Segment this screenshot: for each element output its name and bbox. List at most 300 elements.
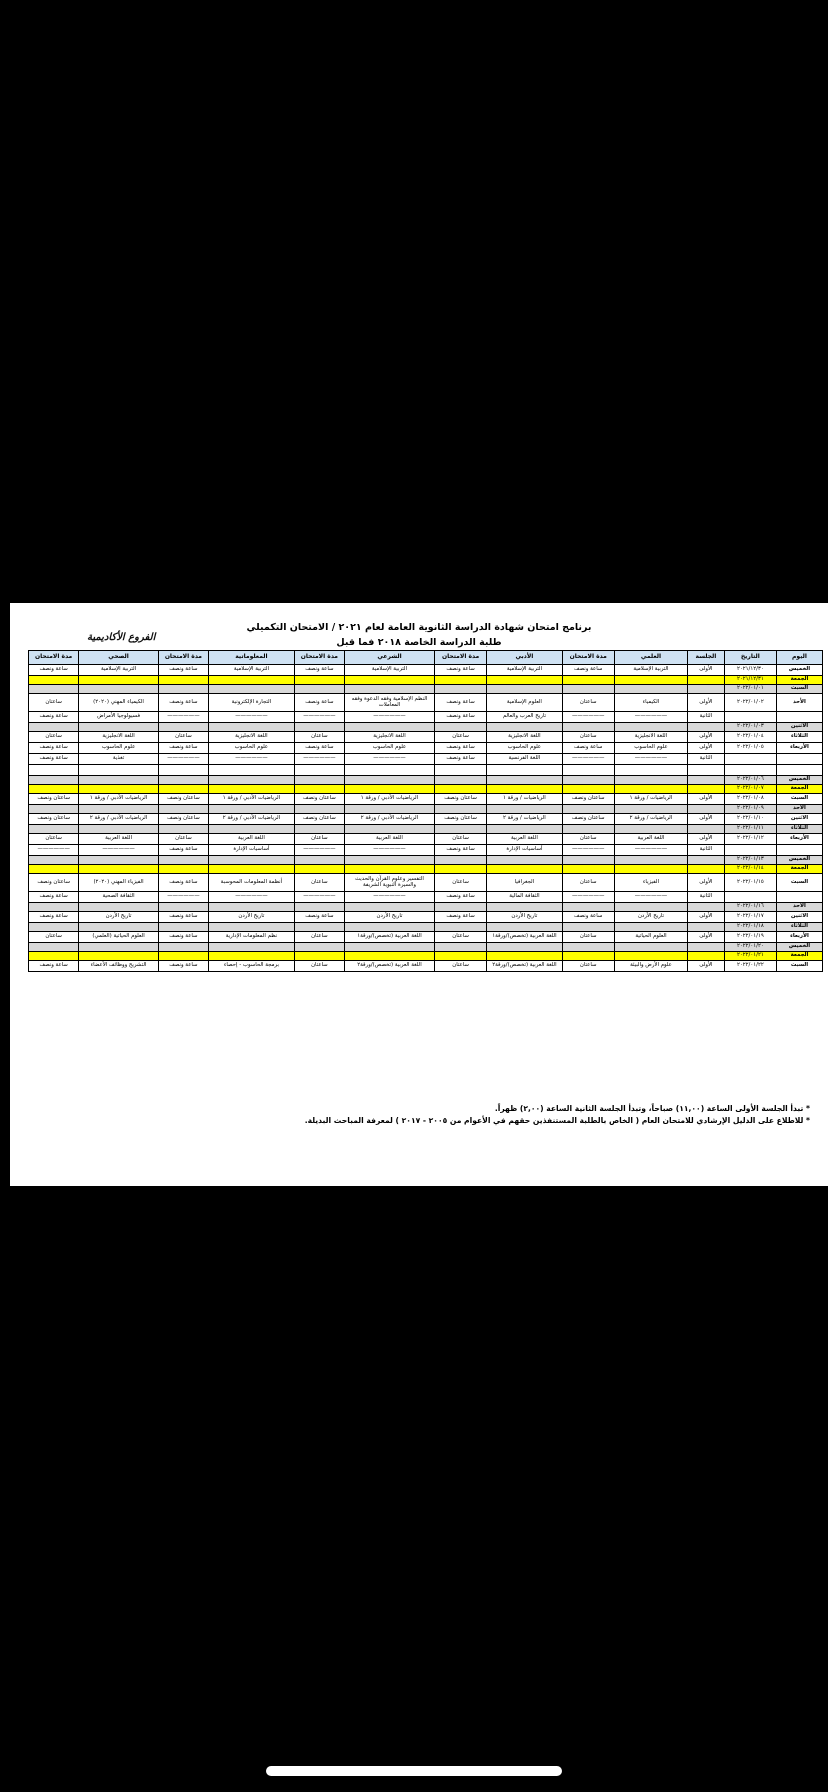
table-cell: اللغة العربية [79,834,159,845]
day-cell: الأحد [776,903,822,912]
table-cell: ساعة ونصف [294,912,344,923]
table-cell [209,825,295,834]
table-cell [158,776,208,785]
table-cell: ساعة ونصف [562,743,614,754]
table-cell [209,865,295,874]
table-cell [434,785,486,794]
table-cell: الثانية [688,892,725,903]
table-cell [688,805,725,814]
day-cell: السبت [776,874,822,892]
table-row [29,932,823,943]
table-cell: —————— [614,845,687,856]
column-header: المعلوماتية [209,651,295,665]
table-row [29,923,823,932]
table-cell: ساعتان [29,732,79,743]
table-cell: ساعة ونصف [158,845,208,856]
table-cell [294,903,344,912]
table-cell: ساعتان ونصف [434,794,486,805]
table-cell [79,865,159,874]
column-header: العلمي [614,651,687,665]
table-cell [688,785,725,794]
table-cell: —————— [562,712,614,723]
table-cell: ساعتان [562,932,614,943]
table-cell [209,952,295,961]
table-cell: ساعتان [158,834,208,845]
table-cell [209,923,295,932]
table-cell: التربية الإسلامية [209,665,295,676]
table-cell: ساعتان [562,694,614,712]
table-cell [434,765,486,776]
table-cell: فسيولوجيا الأمراض [79,712,159,723]
table-cell [434,952,486,961]
table-row [29,723,823,732]
column-header: مدة الامتحان [434,651,486,665]
table-cell: ساعة ونصف [29,712,79,723]
date-cell: ٢٠٢٢/٠١/٠٩ [724,805,776,814]
table-cell [209,723,295,732]
table-cell [29,825,79,834]
table-cell [345,952,435,961]
table-cell: الأولى [688,665,725,676]
table-cell: اللغة العربية (تخصص)/ورقة١ [487,932,562,943]
table-cell [434,856,486,865]
table-cell: العلوم الحياتية (العلمي) [79,932,159,943]
day-cell: الأربعاء [776,743,822,754]
table-cell [562,903,614,912]
table-cell: اللغة العربية [614,834,687,845]
table-cell [688,943,725,952]
table-cell: الفيزياء المهني (٢٠٢٠) [79,874,159,892]
table-cell [614,943,687,952]
table-cell: —————— [614,712,687,723]
day-cell: الاثنين [776,814,822,825]
table-cell [79,785,159,794]
table-cell: —————— [345,845,435,856]
table-cell: الأولى [688,743,725,754]
day-cell: الخميس [776,665,822,676]
date-cell: ٢٠٢٢/٠١/١١ [724,825,776,834]
table-cell: —————— [345,712,435,723]
date-cell [724,892,776,903]
table-row [29,794,823,805]
date-cell [724,765,776,776]
table-cell: الرياضيات الأدبي / ورقة ١ [79,794,159,805]
date-cell [724,712,776,723]
table-cell [487,952,562,961]
date-cell: ٢٠٢٢/٠١/١٧ [724,912,776,923]
table-cell [209,685,295,694]
table-row [29,912,823,923]
table-cell [614,723,687,732]
table-row [29,903,823,912]
table-cell: اللغة الفرنسية [487,754,562,765]
table-cell: التشريح ووظائف الأعضاء [79,961,159,972]
table-cell: ساعة ونصف [434,754,486,765]
table-cell [434,805,486,814]
table-cell [29,676,79,685]
day-cell: الجمعة [776,676,822,685]
table-cell: ساعة ونصف [434,694,486,712]
column-header: اليوم [776,651,822,665]
table-cell [688,865,725,874]
table-cell [294,805,344,814]
date-cell: ٢٠٢١/١٢/٣١ [724,676,776,685]
table-cell: الأولى [688,874,725,892]
table-cell: الأولى [688,732,725,743]
day-cell: الاثنين [776,723,822,732]
table-cell: ساعتان [434,834,486,845]
table-row [29,892,823,903]
table-cell: ساعتان ونصف [158,814,208,825]
date-cell: ٢٠٢٢/٠١/٠٤ [724,732,776,743]
table-cell [562,785,614,794]
table-cell [158,685,208,694]
table-row [29,712,823,723]
table-cell [29,723,79,732]
table-row [29,805,823,814]
table-cell: —————— [294,754,344,765]
table-cell [345,765,435,776]
day-cell: الاثنين [776,912,822,923]
table-cell [29,785,79,794]
date-cell: ٢٠٢٢/٠١/٠٨ [724,794,776,805]
date-cell: ٢٠٢٢/٠١/١٢ [724,834,776,845]
table-cell: ساعة ونصف [294,665,344,676]
table-cell [294,952,344,961]
table-cell [688,685,725,694]
table-cell: ساعة ونصف [562,665,614,676]
table-cell [614,923,687,932]
table-cell [158,923,208,932]
table-row [29,874,823,892]
table-cell [562,685,614,694]
date-cell: ٢٠٢٢/٠١/١٣ [724,856,776,865]
table-row [29,665,823,676]
table-row [29,845,823,856]
table-cell: اللغة العربية (تخصص)/ورقة٢ [345,961,435,972]
table-cell: ساعة ونصف [158,743,208,754]
table-cell: العلوم الحياتية [614,932,687,943]
table-cell: علوم الحاسوب [614,743,687,754]
table-cell: الرياضيات الأدبي / ورقة ١ [209,794,295,805]
table-cell: النظم الإسلامية وفقه الدعوة وفقه المعاملات [345,694,435,712]
table-cell [562,765,614,776]
day-cell: الأحد [776,694,822,712]
table-cell [614,903,687,912]
table-cell: الأولى [688,961,725,972]
table-cell: ساعة ونصف [158,961,208,972]
table-cell [562,805,614,814]
table-cell [434,825,486,834]
table-cell: نظم المعلومات الإدارية [209,932,295,943]
table-cell: ساعتان [158,732,208,743]
table-cell [209,776,295,785]
table-cell [487,776,562,785]
table-row [29,732,823,743]
table-cell [158,856,208,865]
day-cell: الجمعة [776,865,822,874]
table-cell: —————— [562,845,614,856]
table-cell [29,903,79,912]
table-cell [79,825,159,834]
table-cell: اللغة العربية [345,834,435,845]
table-cell: علوم الحاسوب [345,743,435,754]
date-cell: ٢٠٢٢/٠١/١٠ [724,814,776,825]
date-cell: ٢٠٢٢/٠١/٠١ [724,685,776,694]
table-cell [562,776,614,785]
day-cell [776,892,822,903]
table-cell [79,723,159,732]
table-cell [434,776,486,785]
table-cell: ساعتان [434,961,486,972]
table-row [29,694,823,712]
table-cell [487,723,562,732]
table-cell [158,943,208,952]
table-cell: التربية الإسلامية [345,665,435,676]
table-cell [294,776,344,785]
table-cell [345,685,435,694]
table-cell: —————— [158,712,208,723]
table-cell: ساعة ونصف [29,665,79,676]
table-cell [345,776,435,785]
table-cell: ساعتان [434,932,486,943]
table-cell [434,903,486,912]
table-cell [487,765,562,776]
table-cell [562,856,614,865]
footnote: * للاطلاع على الدليل الإرشادي للامتحان العام ( الخاص بالطلبة المستنفذين حقهم في الأعوام من ٢٠٠٥ - ٢٠١٧ ) لمعرفة المباحث البديلة. [304,1116,810,1125]
table-cell [79,776,159,785]
table-cell: علوم الحاسوب [487,743,562,754]
table-cell [79,765,159,776]
table-cell: ساعة ونصف [158,912,208,923]
date-cell: ٢٠٢٢/٠١/٠٥ [724,743,776,754]
table-cell: الكيمياء المهني (٢٠٢٠) [79,694,159,712]
table-cell [209,856,295,865]
table-cell [434,865,486,874]
table-cell: تاريخ الأردن [487,912,562,923]
date-cell: ٢٠٢١/١٢/٣٠ [724,665,776,676]
table-cell: —————— [209,892,295,903]
table-cell: ساعتان [294,732,344,743]
table-cell [688,723,725,732]
day-cell [776,754,822,765]
document-subtitle: طلبة الدراسة الخاصة ٢٠١٨ فما قبل [336,637,502,648]
day-cell: الثلاثاء [776,732,822,743]
table-cell [487,865,562,874]
table-cell: اللغة الانجليزية [614,732,687,743]
table-cell [294,943,344,952]
table-cell [487,785,562,794]
table-cell: علوم الحاسوب [79,743,159,754]
table-cell [434,943,486,952]
column-header: مدة الامتحان [562,651,614,665]
table-cell: ساعة ونصف [434,912,486,923]
table-cell [688,825,725,834]
date-cell: ٢٠٢٢/٠١/١٩ [724,932,776,943]
table-cell [562,865,614,874]
table-cell: الأولى [688,814,725,825]
table-cell [158,952,208,961]
day-cell [776,845,822,856]
table-cell [434,685,486,694]
table-cell: —————— [345,754,435,765]
table-cell [294,865,344,874]
table-cell [562,676,614,685]
table-cell [29,685,79,694]
table-row [29,685,823,694]
day-cell: الثلاثاء [776,923,822,932]
table-row [29,754,823,765]
table-cell [614,805,687,814]
home-indicator[interactable] [266,1766,562,1776]
table-cell [79,805,159,814]
table-cell: ساعتان ونصف [562,814,614,825]
table-cell: ساعتان [562,732,614,743]
table-cell [79,676,159,685]
table-cell [345,923,435,932]
table-cell [688,676,725,685]
table-cell: الأولى [688,794,725,805]
table-cell: —————— [209,712,295,723]
table-cell [29,776,79,785]
table-header-row [29,651,823,665]
table-cell: الأولى [688,694,725,712]
day-cell: السبت [776,685,822,694]
table-cell: ساعة ونصف [29,892,79,903]
table-cell: ساعتان [294,961,344,972]
table-cell: الرياضيات / ورقة ١ [487,794,562,805]
column-header: التاريخ [724,651,776,665]
table-cell: ساعتان ونصف [562,794,614,805]
table-cell [294,765,344,776]
table-cell [562,923,614,932]
column-header: الجلسة [688,651,725,665]
table-cell: —————— [614,754,687,765]
table-cell: اللغة الانجليزية [209,732,295,743]
table-cell: تاريخ الأردن [614,912,687,923]
day-cell: الثلاثاء [776,825,822,834]
table-cell: —————— [345,892,435,903]
table-cell: علوم الحاسوب [209,743,295,754]
table-row [29,943,823,952]
table-cell: —————— [294,892,344,903]
table-cell: التفسير وعلوم القرآن والحديث والسيرة النبوية الشريفة [345,874,435,892]
day-cell: الأحد [776,805,822,814]
table-cell [487,825,562,834]
table-cell [614,685,687,694]
day-cell [776,765,822,776]
table-cell [294,685,344,694]
date-cell: ٢٠٢٢/٠١/٠٢ [724,694,776,712]
column-header: الصحي [79,651,159,665]
schedule-document [10,603,828,1186]
table-cell: الثانية [688,712,725,723]
date-cell: ٢٠٢٢/٠١/١٥ [724,874,776,892]
table-cell [79,903,159,912]
table-cell: التربية الإسلامية [614,665,687,676]
table-cell: —————— [158,892,208,903]
table-cell: اللغة الانجليزية [79,732,159,743]
table-cell: الرياضيات / ورقة ٢ [614,814,687,825]
table-cell: اللغة العربية [487,834,562,845]
table-row [29,765,823,776]
day-cell: الخميس [776,943,822,952]
table-cell [688,856,725,865]
table-cell: ساعتان [29,694,79,712]
table-cell [487,685,562,694]
day-cell: الأربعاء [776,932,822,943]
table-cell: ساعتان [434,874,486,892]
table-row [29,961,823,972]
table-row [29,776,823,785]
table-cell: ساعتان [294,834,344,845]
table-cell: ساعة ونصف [29,961,79,972]
date-cell [724,845,776,856]
table-cell: الثقافة المالية [487,892,562,903]
table-cell [209,805,295,814]
table-cell [688,765,725,776]
table-cell: ساعة ونصف [29,743,79,754]
table-cell: الثانية [688,754,725,765]
table-cell [158,785,208,794]
table-cell [345,676,435,685]
table-cell [345,785,435,794]
table-cell: ساعتان [29,834,79,845]
day-cell: السبت [776,794,822,805]
date-cell: ٢٠٢٢/٠١/١٨ [724,923,776,932]
table-cell: ساعتان ونصف [158,794,208,805]
table-cell: ساعتان [434,732,486,743]
table-cell [294,856,344,865]
date-cell: ٢٠٢٢/٠١/٠٦ [724,776,776,785]
table-cell [562,943,614,952]
table-cell [487,805,562,814]
footnote: * تبدأ الجلسة الأولى الساعة (١١,٠٠) صباحاً، وتبدأ الجلسة الثانية الساعة (٢,٠٠) ظهراً. [494,1104,810,1113]
table-cell: ساعة ونصف [562,912,614,923]
column-header: مدة الامتحان [29,651,79,665]
table-cell [688,923,725,932]
table-cell [487,676,562,685]
table-cell [487,856,562,865]
table-cell: الأولى [688,932,725,943]
table-row [29,952,823,961]
day-cell: السبت [776,961,822,972]
table-cell [158,825,208,834]
table-cell: اللغة الانجليزية [487,732,562,743]
table-cell: ساعتان [562,961,614,972]
table-cell [79,943,159,952]
table-cell [79,923,159,932]
table-cell [614,776,687,785]
table-cell: ساعة ونصف [158,694,208,712]
table-cell [434,723,486,732]
table-cell [209,903,295,912]
table-row [29,676,823,685]
date-cell: ٢٠٢٢/٠١/٢٠ [724,943,776,952]
table-cell [209,943,295,952]
table-cell: ساعة ونصف [434,712,486,723]
table-cell [158,676,208,685]
table-cell: علوم الأرض والبيئة [614,961,687,972]
table-cell: اللغة الانجليزية [345,732,435,743]
table-cell: أنظمة المعلومات المحوسبة [209,874,295,892]
table-cell: ساعتان [294,874,344,892]
table-cell [158,765,208,776]
table-cell: الفيزياء [614,874,687,892]
table-cell: برمجة الحاسوب - إحصاء [209,961,295,972]
table-cell [29,805,79,814]
table-cell: —————— [614,892,687,903]
